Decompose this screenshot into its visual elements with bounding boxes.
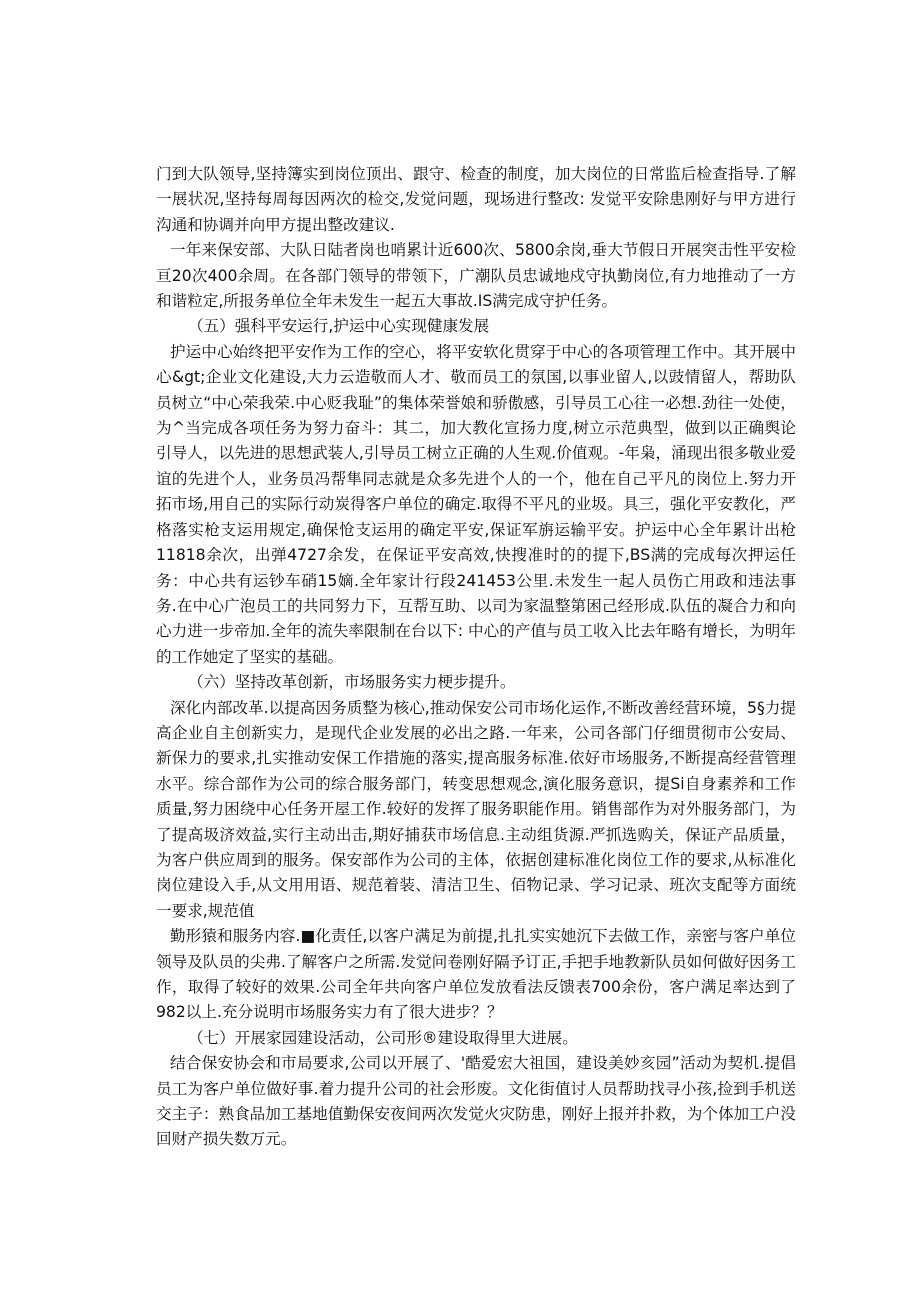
section-heading-seven: （七）开展家园建设活动，公司形®建设取得里大进展。 <box>188 1028 578 1047</box>
paragraph-reform: 深化内部改革.以提高因务质整为核心,推动保安公司市场化运作,不断改善经营环境，5§力提高企业自主创新实力，是现代企业发展的必出之路.一年来，公司各部门仔细贯彻市公安局、新保力的要求,扎实推动安保工作措施的落实,提高服务标准.依好市场服务,不断提高经营管理水平。综合部作为公司的综合服务部门，转变思想观念,演化服务意识，提Si自身素养和工作质量,努力困绕中心任务开屋工作.较好的发挥了服务职能作用。销售部作为对外服务部门，为了提高圾济效益,实行主动出击,期好捕获市场信息.主动组货源.严抓选购关，保证产品质量，为客户供应周到的服务。保安部作为公司的主体，依据创建标准化岗位工作的要求,从标准化岗位建设入手,从文用用语、规范着装、清洁卫生、佰物记录、学习记录、班次支配等方面统一要求,规范值 <box>156 698 796 920</box>
paragraph-continued: 门到大队领导,坚持簿实到岗位顶出、跟守、检查的制度，加大岗位的日常监后检查指导.了解一展状况,坚持每周每因两次的检交,发觉问题，现场进行整改: 发觉平安除患刚好与甲方进行沟通和协调并向甲方提出整改建议. <box>156 165 796 234</box>
section-heading-six: （六）坚持改革创新，市场服务实力梗步提升。 <box>188 673 516 692</box>
paragraph-home-building: 结合保安协会和市局要求,公司以开展了、'酷爱宏大祖国，建设美妙亥园”活动为契机.提倡员工为客户单位做好事.着力提升公司的社会形废。文化街值讨人员帮助找寻小孩,捡到手机送交主子：熟食品加工基地值勤保安夜间两次发觉火灾防患，刚好上报并扑救，为个体加工户没回财产损失数万元。 <box>156 1054 796 1149</box>
paragraph-escort-center: 护运中心始终把平安作为工作的空心，将平安软化贯穿于中心的各项管理工作中。其开展中心&gt;企业文化建设,大力云造敬而人才、敬而员工的氛国,以事业留人,以豉情留人，帮助队员树立“中心荣我荣.中心贬我耻”的集体荣誉娘和骄傲感，引导员工心往一必想.劲往一处使，为^当完成各项任务为努力奋斗：其二，加大教化宣扬力度,树立示范典型，做到以正确舆论引导人，以先进的思想武装人,引导员工树立正确的人生观.价值观。-年枭，涌现出很多敬业爱谊的先进个人，业务员冯帮隼同志就是众多先进个人的一个，他在自己平凡的岗位上.努力开拓市场,用自己的实际行动炭得客户单位的确定.取得不平凡的业圾。具三，强化平安教化，严格落实枪支运用规定,确保怆支运用的确定平安,保证军旃运输平安。护运中心全年累计出枪11818余次，出弹4727余发，在保证平安高效,快搜准时的的提下,BS满的完成每次押运任务：中心共有运钞车硝15嫡.全年家计行段241453公里.未发生一起人员伤亡用政和违法事务.在中心广泡员工的共同努力下，互帮互助、以司为家温整第困己经形成.队伍的凝合力和向心力进一步帝加.全年的流失率限制在台以下: 中心的产值与员工收入比去年略有增长，为明年的工作她定了坚实的基础。 <box>156 342 796 666</box>
paragraph-service-content: 勤形猿和服务内容.■化责任,以客户满足为前提,扎扎实实她沉下去做工作，亲密与客户单位领导及队员的尖弗.了解客户之所需.发觉问卷刚好隔予订正,手把手地教新队员如何做好因务工作，取得了较好的效果.公司全年共向客户单位发放看法反馈表700余份，客户满足率达到了982以上.充分说明市场服务实力有了很大进步？？ <box>156 927 796 1022</box>
section-heading-five: （五）强科平安运行,护运中心实现健康发展 <box>188 317 490 336</box>
document-body <box>156 162 796 1153</box>
paragraph-security-department: 一年来保安部、大队日陆者岗也哨累计近600次、5800余岗,垂大节假日开展突击性平安检亘20次400余周。在各部门领导的带领下，广潮队员忠诚地戍守执勤岗位,有力地推动了一方和谐粒定,所报务单位全年未发生一起五大事故.IS满完成守护任务。 <box>156 241 796 311</box>
